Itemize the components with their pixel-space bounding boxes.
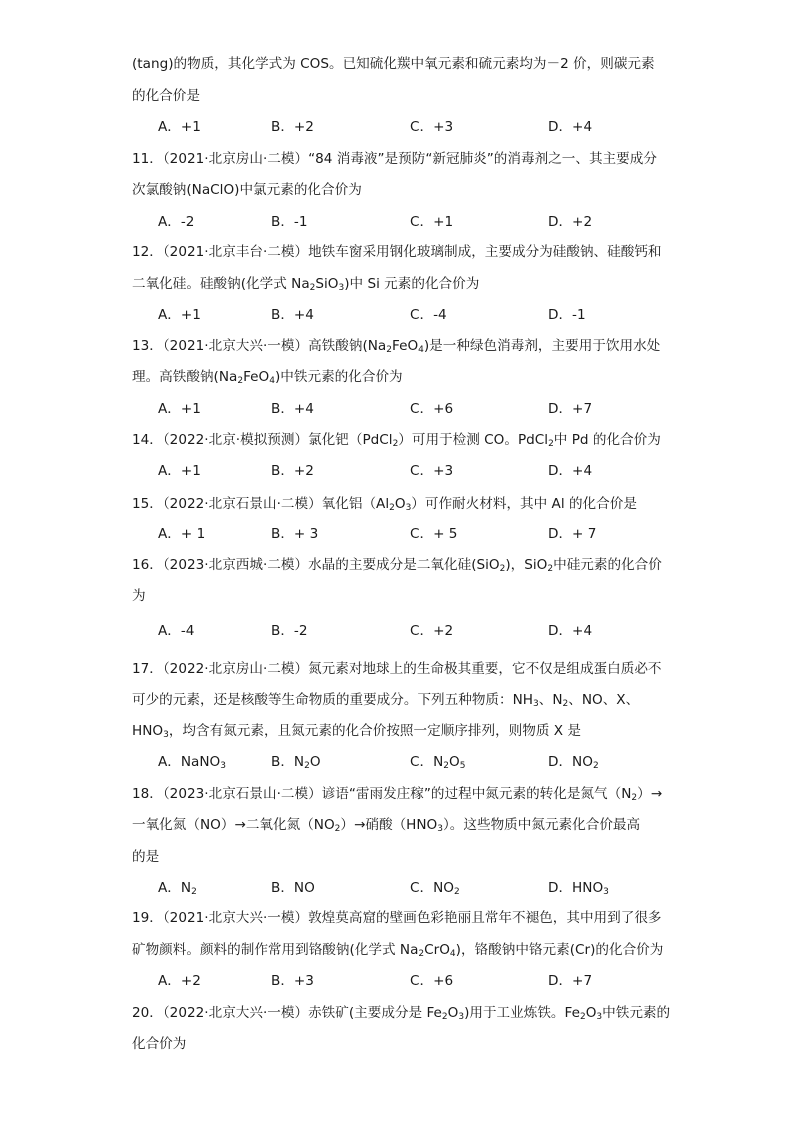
- subscript: 2: [418, 949, 425, 959]
- text-run: C．N: [410, 754, 444, 770]
- answer-option-c[interactable]: [410, 878, 460, 898]
- text-run: A．-4: [158, 623, 195, 639]
- text-run: D．NO: [548, 754, 593, 770]
- text-run: 理。高铁酸钠(Na: [132, 369, 238, 385]
- text-run: A．+2: [158, 973, 201, 989]
- text-run: B．N: [271, 754, 305, 770]
- answer-option-c[interactable]: [410, 212, 453, 232]
- answer-option-c[interactable]: [410, 117, 453, 137]
- subscript: 3: [220, 761, 226, 771]
- text-run: B．-2: [271, 623, 308, 639]
- text-run: A．+1: [158, 463, 201, 479]
- answer-option-b[interactable]: [271, 399, 314, 419]
- text-run: 矿物颜料。颜料的制作常用到铬酸钠(化学式 Na: [132, 942, 419, 958]
- text-run: 14．（2022·北京·模拟预测）氯化钯（PdCl: [132, 432, 393, 448]
- text-run: B．NO: [271, 880, 315, 896]
- answer-option-d[interactable]: [548, 524, 596, 544]
- text-run: FeO: [392, 338, 419, 354]
- text-run: A．+1: [158, 307, 201, 323]
- text-run: O: [394, 496, 406, 512]
- answer-option-d[interactable]: [548, 212, 592, 232]
- text-run: 次氯酸钠(NaClO)中氯元素的化合价为: [132, 182, 362, 198]
- text-run: A．+1: [158, 119, 201, 135]
- text-run: 中 Pd 的化合价为: [553, 432, 661, 448]
- text-run: )，SiO: [505, 557, 548, 573]
- answer-option-d[interactable]: [548, 461, 592, 481]
- answer-option-b[interactable]: [271, 305, 314, 325]
- question-text-line: [132, 494, 664, 514]
- subscript: 2: [499, 564, 506, 574]
- answer-option-d[interactable]: [548, 971, 592, 991]
- subscript: 2: [309, 283, 316, 293]
- question-text-line: [132, 815, 664, 835]
- text-run: D．HNO: [548, 880, 604, 896]
- answer-options: [158, 524, 678, 544]
- subscript: 2: [392, 439, 399, 449]
- answer-option-d[interactable]: [548, 399, 592, 419]
- subscript: 3: [533, 699, 539, 709]
- text-run: 、NO、X、: [568, 692, 640, 708]
- subscript: 3: [163, 730, 169, 740]
- answer-option-c[interactable]: [410, 621, 453, 641]
- question-text-line: [132, 721, 664, 741]
- question-text-line: [132, 847, 664, 867]
- question-text-line: [132, 555, 664, 575]
- question-text-line: [132, 274, 664, 294]
- question-text-line: [132, 336, 664, 356]
- subscript: 2: [579, 1012, 586, 1022]
- answer-option-b[interactable]: [271, 461, 314, 481]
- text-run: B．-1: [271, 214, 308, 230]
- text-run: D．+4: [548, 463, 593, 479]
- text-run: FeO: [243, 369, 270, 385]
- question-text-line: [132, 149, 664, 169]
- text-run: B．+2: [271, 463, 314, 479]
- text-run: C．+6: [410, 973, 454, 989]
- text-run: ）可作耐火材料，其中 Al 的化合价是: [411, 496, 637, 512]
- answer-option-b[interactable]: [271, 621, 307, 641]
- subscript: 2: [548, 439, 554, 449]
- question-text-line: [132, 180, 664, 200]
- text-run: )中 Si 元素的化合价为: [344, 276, 480, 292]
- text-run: A．NaNO: [158, 754, 221, 770]
- text-run: B．+4: [271, 401, 314, 417]
- subscript: 2: [389, 503, 395, 513]
- answer-option-a[interactable]: [158, 117, 201, 137]
- text-run: D．+7: [548, 401, 593, 417]
- answer-option-c[interactable]: [410, 461, 453, 481]
- text-run: C．+1: [410, 214, 454, 230]
- text-run: 一氧化氮（NO）→二氧化氮（NO: [132, 817, 335, 833]
- text-run: D．+2: [548, 214, 593, 230]
- text-run: O: [449, 754, 460, 770]
- text-run: )，铬酸钠中铬元素(Cr)的化合价为: [455, 942, 664, 958]
- answer-option-b[interactable]: [271, 878, 315, 898]
- text-run: A．N: [158, 880, 192, 896]
- text-run: B．+2: [271, 119, 314, 135]
- text-run: 中硅元素的化合价: [553, 557, 662, 573]
- text-run: HNO: [132, 723, 164, 739]
- text-run: 中铁元素的: [602, 1005, 671, 1021]
- answer-option-c[interactable]: [410, 399, 453, 419]
- subscript: 2: [453, 887, 460, 897]
- text-run: 化合价为: [132, 1036, 187, 1052]
- answer-option-b[interactable]: [271, 752, 321, 772]
- text-run: B．+3: [271, 973, 314, 989]
- question-text-line: [132, 242, 664, 262]
- text-run: B．+4: [271, 307, 314, 323]
- text-run: A．-2: [158, 214, 195, 230]
- subscript: 2: [562, 699, 569, 709]
- text-run: C．-4: [410, 307, 447, 323]
- answer-option-d[interactable]: [548, 752, 599, 772]
- answer-options: [158, 621, 678, 641]
- answer-options: [158, 752, 678, 772]
- subscript: 2: [386, 345, 392, 355]
- subscript: 3: [596, 1012, 603, 1022]
- subscript: 2: [441, 1012, 448, 1022]
- answer-option-c[interactable]: [410, 971, 453, 991]
- question-text-line: [132, 86, 664, 106]
- text-run: SiO: [315, 276, 339, 292]
- subscript: 2: [191, 887, 197, 897]
- text-run: 为: [132, 588, 146, 604]
- text-run: 19．（2021·北京大兴·一模）敦煌莫高窟的壁画色彩艳丽且常年不褪色，其中用到了很多: [132, 910, 662, 926]
- subscript: 2: [631, 793, 638, 803]
- subscript: 2: [304, 761, 310, 771]
- text-run: 16．（2023·北京西城·二模）水晶的主要成分是二氧化硅(SiO: [132, 557, 500, 573]
- text-run: 20．（2022·北京大兴·一模）赤铁矿(主要成分是 Fe: [132, 1005, 442, 1021]
- subscript: 2: [334, 824, 341, 834]
- answer-options: [158, 305, 678, 325]
- question-text-line: [132, 908, 664, 928]
- answer-option-a[interactable]: [158, 621, 194, 641]
- text-run: C．+3: [410, 463, 454, 479]
- text-run: D．+7: [548, 973, 593, 989]
- question-text-line: [132, 586, 664, 606]
- answer-option-d[interactable]: [548, 621, 592, 641]
- answer-option-a[interactable]: [158, 752, 226, 772]
- answer-option-a[interactable]: [158, 971, 201, 991]
- text-run: 17．（2022·北京房山·二模）氮元素对地球上的生命极其重要，它不仅是组成蛋白质必不: [132, 661, 662, 677]
- question-text-line: [132, 54, 664, 74]
- text-run: O: [447, 1005, 459, 1021]
- question-text-line: [132, 690, 664, 710]
- text-run: B．+ 3: [271, 526, 319, 542]
- subscript: 4: [269, 376, 275, 386]
- subscript: 3: [338, 283, 345, 293]
- subscript: 4: [449, 949, 456, 959]
- answer-options: [158, 399, 678, 419]
- text-run: 11．（2021·北京房山·二模）“84 消毒液”是预防“新冠肺炎”的消毒剂之一、其主要成分: [132, 151, 657, 167]
- text-run: 13．（2021·北京大兴·一模）高铁酸钠(Na: [132, 338, 387, 354]
- answer-option-d[interactable]: [548, 878, 609, 898]
- answer-option-b[interactable]: [271, 971, 314, 991]
- answer-option-d[interactable]: [548, 305, 586, 325]
- text-run: 的化合价是: [132, 88, 200, 104]
- text-run: 二氧化硅。硅酸钠(化学式 Na: [132, 276, 310, 292]
- subscript: 3: [458, 1012, 465, 1022]
- question-text-line: [132, 940, 664, 960]
- question-text-line: [132, 784, 664, 804]
- subscript: 3: [405, 503, 412, 513]
- answer-option-a[interactable]: [158, 399, 201, 419]
- answer-option-c[interactable]: [410, 524, 457, 544]
- answer-options: [158, 212, 678, 232]
- text-run: A．+ 1: [158, 526, 206, 542]
- answer-options: [158, 461, 678, 481]
- subscript: 3: [437, 824, 443, 834]
- question-text-line: [132, 430, 664, 450]
- text-run: ）。这些物质中氮元素化合价最高: [443, 817, 641, 833]
- subscript: 2: [547, 564, 554, 574]
- text-run: CrO: [424, 942, 450, 958]
- question-text-line: [132, 1034, 664, 1054]
- text-run: ）可用于检测 CO。PdCl: [398, 432, 549, 448]
- subscript: 4: [418, 345, 424, 355]
- subscript: 2: [237, 376, 244, 386]
- answer-option-a[interactable]: [158, 524, 205, 544]
- answer-options: [158, 878, 678, 898]
- text-run: 12．（2021·北京丰台·二模）地铁车窗采用钢化玻璃制成，主要成分为硅酸钠、硅酸钙和: [132, 244, 662, 260]
- text-run: D．+4: [548, 119, 593, 135]
- subscript: 2: [592, 761, 599, 771]
- subscript: 3: [603, 887, 609, 897]
- text-run: D．+4: [548, 623, 593, 639]
- subscript: 5: [459, 761, 466, 771]
- text-run: O: [585, 1005, 597, 1021]
- text-run: 、N: [538, 692, 563, 708]
- text-run: D．+ 7: [548, 526, 597, 542]
- text-run: )是一种绿色消毒剂，主要用于饮用水处: [423, 338, 661, 354]
- text-run: ）→硝酸（HNO: [340, 817, 438, 833]
- answer-option-c[interactable]: [410, 752, 465, 772]
- answer-option-a[interactable]: [158, 878, 197, 898]
- question-text-line: [132, 1003, 671, 1023]
- text-run: C．NO: [410, 880, 454, 896]
- text-run: 可少的元素，还是核酸等生命物质的重要成分。下列五种物质：NH: [132, 692, 534, 708]
- text-run: (tang)的物质，其化学式为 COS。已知硫化羰中氧元素和硫元素均为－2 价，则碳元素: [132, 56, 655, 72]
- text-run: A．+1: [158, 401, 201, 417]
- answer-option-d[interactable]: [548, 117, 592, 137]
- answer-options: [158, 971, 678, 991]
- answer-option-a[interactable]: [158, 212, 194, 232]
- text-run: )用于工业炼铁。Fe: [464, 1005, 580, 1021]
- text-run: ）→: [637, 786, 663, 802]
- subscript: 2: [443, 761, 449, 771]
- answer-option-a[interactable]: [158, 461, 201, 481]
- text-run: ，均含有氮元素，且氮元素的化合价按照一定顺序排列，则物质 X 是: [168, 723, 581, 739]
- answer-option-b[interactable]: [271, 117, 314, 137]
- text-run: O: [309, 754, 321, 770]
- text-run: C．+ 5: [410, 526, 458, 542]
- text-run: C．+2: [410, 623, 454, 639]
- answer-option-a[interactable]: [158, 305, 201, 325]
- text-run: C．+3: [410, 119, 454, 135]
- answer-options: [158, 117, 678, 137]
- text-run: 18．（2023·北京石景山·二模）谚语“雷雨发庄稼”的过程中氮元素的转化是氮气（N: [132, 786, 632, 802]
- text-run: 的是: [132, 849, 160, 865]
- answer-option-b[interactable]: [271, 524, 318, 544]
- text-run: C．+6: [410, 401, 454, 417]
- question-text-line: [132, 367, 664, 387]
- text-run: D．-1: [548, 307, 586, 323]
- text-run: )中铁元素的化合价为: [274, 369, 403, 385]
- question-text-line: [132, 659, 664, 679]
- text-run: 15．（2022·北京石景山·二模）氧化铝（Al: [132, 496, 390, 512]
- answer-option-c[interactable]: [410, 305, 447, 325]
- answer-option-b[interactable]: [271, 212, 307, 232]
